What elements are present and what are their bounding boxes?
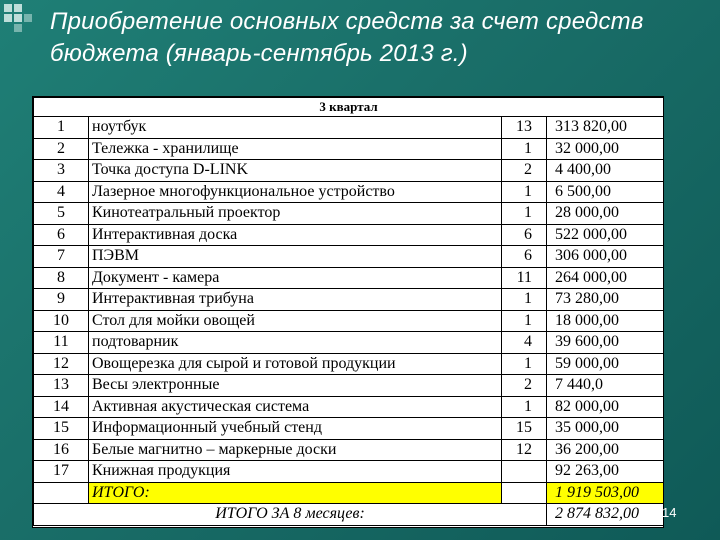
empty-cell [34,482,89,504]
table-row [34,418,664,440]
item-quantity: 2 [502,160,547,182]
row-number: 11 [34,332,89,354]
item-sum: 92 263,00 [547,461,664,483]
item-name: Белые магнитно – маркерные доски [89,439,502,461]
table-row [34,138,664,160]
row-number: 6 [34,224,89,246]
item-name: Точка доступа D-LINK [89,160,502,182]
row-number: 15 [34,418,89,440]
item-sum: 6 500,00 [547,181,664,203]
total-label: ИТОГО: [89,482,502,504]
table-row [34,461,664,483]
table-row [34,246,664,268]
slide-title: Приобретение основных средств за счет средств бюджета (январь-сентябрь 2013 г.) [50,8,644,67]
row-number: 4 [34,181,89,203]
grand-total-row [34,504,664,526]
item-quantity: 12 [502,439,547,461]
item-sum: 36 200,00 [547,439,664,461]
grand-total-label: ИТОГО ЗА 8 месяцев: [34,504,547,526]
table-row [34,353,664,375]
item-name: Овощерезка для сырой и готовой продукции [89,353,502,375]
row-number: 13 [34,375,89,397]
page-number: 14 [662,505,677,520]
total-sum: 1 919 503,00 [547,482,664,504]
table-row [34,310,664,332]
row-number: 5 [34,203,89,225]
item-sum: 73 280,00 [547,289,664,311]
item-quantity: 4 [502,332,547,354]
row-number: 7 [34,246,89,268]
item-sum: 32 000,00 [547,138,664,160]
item-name: Активная акустическая система [89,396,502,418]
item-sum: 39 600,00 [547,332,664,354]
item-quantity: 1 [502,289,547,311]
table-row [34,181,664,203]
item-quantity: 1 [502,396,547,418]
item-quantity: 1 [502,203,547,225]
item-quantity: 11 [502,267,547,289]
item-name: Стол для мойки овощей [89,310,502,332]
total-row [34,482,664,504]
item-name: Весы электронные [89,375,502,397]
item-sum: 7 440,0 [547,375,664,397]
row-number: 3 [34,160,89,182]
item-sum: 4 400,00 [547,160,664,182]
item-quantity: 6 [502,224,547,246]
item-name: Лазерное многофункциональное устройство [89,181,502,203]
corner-decoration [0,0,34,44]
item-quantity: 1 [502,353,547,375]
item-sum: 522 000,00 [547,224,664,246]
item-quantity: 1 [502,138,547,160]
row-number: 14 [34,396,89,418]
row-number: 2 [34,138,89,160]
item-sum: 18 000,00 [547,310,664,332]
item-name: подтоварник [89,332,502,354]
row-number: 17 [34,461,89,483]
table-row [34,289,664,311]
row-number: 1 [34,117,89,139]
row-number: 16 [34,439,89,461]
item-name: Интерактивная доска [89,224,502,246]
row-number: 10 [34,310,89,332]
item-name: Тележка - хранилище [89,138,502,160]
quarter-header: 3 квартал [34,98,664,117]
item-quantity: 1 [502,181,547,203]
item-sum: 35 000,00 [547,418,664,440]
item-sum: 313 820,00 [547,117,664,139]
item-name: Кинотеатральный проектор [89,203,502,225]
table-row [34,332,664,354]
table-row [34,396,664,418]
item-sum: 306 000,00 [547,246,664,268]
row-number: 12 [34,353,89,375]
empty-cell [502,482,547,504]
item-sum: 264 000,00 [547,267,664,289]
item-quantity: 1 [502,310,547,332]
item-name: ноутбук [89,117,502,139]
item-name: Информационный учебный стенд [89,418,502,440]
table-row [34,439,664,461]
item-name: ПЭВМ [89,246,502,268]
item-name: Книжная продукция [89,461,502,483]
table-row [34,375,664,397]
item-quantity [502,461,547,483]
item-name: Документ - камера [89,267,502,289]
row-number: 9 [34,289,89,311]
item-quantity: 6 [502,246,547,268]
item-sum: 82 000,00 [547,396,664,418]
table-row [34,267,664,289]
item-sum: 59 000,00 [547,353,664,375]
item-quantity: 15 [502,418,547,440]
row-number: 8 [34,267,89,289]
item-quantity: 2 [502,375,547,397]
table-header-row [34,98,664,117]
purchases-table [32,96,664,528]
table-row [34,224,664,246]
table-row [34,203,664,225]
item-quantity: 13 [502,117,547,139]
grand-total-sum: 2 874 832,00 [547,504,664,526]
item-name: Интерактивная трибуна [89,289,502,311]
item-sum: 28 000,00 [547,203,664,225]
table-row [34,160,664,182]
table-row [34,117,664,139]
